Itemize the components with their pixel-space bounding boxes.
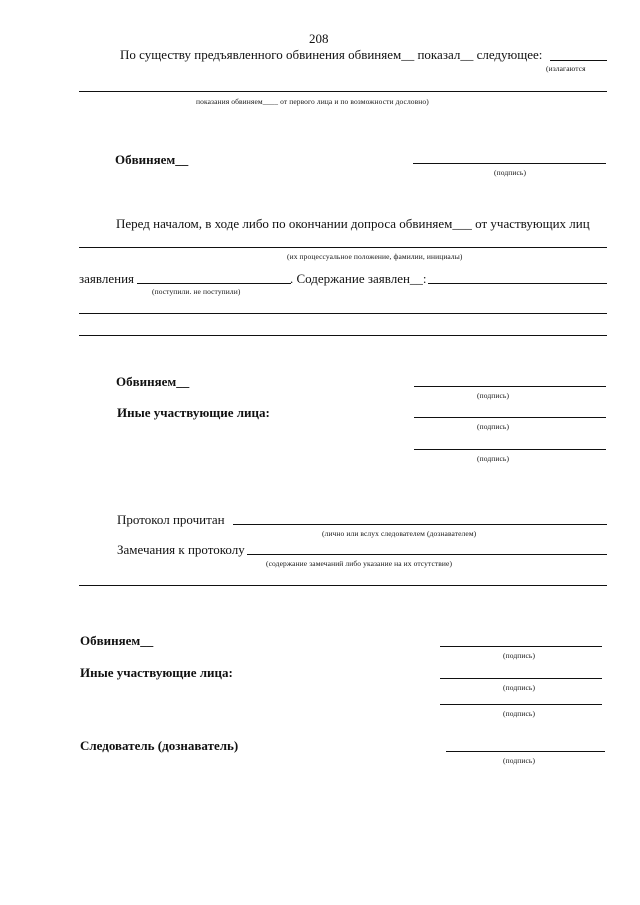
statement-content-label: . Содержание заявлен__:	[290, 271, 427, 286]
received-line	[137, 283, 291, 284]
signature-caption-2b: (подпись)	[477, 422, 510, 431]
other-participants-label-3: Иные участвующие лица:	[80, 665, 233, 680]
testimony-intro: По существу предъявленного обвинения обвиняем__ показал__ следующее:	[120, 47, 543, 62]
testimony-caption-line: показания обвиняем____ от первого лица и по возможности дословно)	[196, 97, 429, 106]
signature-line-3c	[440, 704, 602, 705]
persons-line	[79, 247, 607, 248]
statements-intro: Перед началом, в ходе либо по окончании допроса обвиняем___ от участвующих лиц	[116, 216, 590, 231]
remarks-caption: (содержание замечаний либо указание на их отсутствие)	[266, 559, 453, 568]
remarks-line-2	[79, 585, 607, 586]
signature-line-1	[413, 163, 606, 164]
investigator-label: Следователь (дознаватель)	[80, 738, 239, 753]
statements-label: заявления	[79, 271, 135, 286]
page-number: 208	[309, 31, 329, 46]
protocol-read-label: Протокол прочитан	[117, 512, 225, 527]
accused-label-2: Обвиняем__	[116, 374, 190, 389]
signature-caption-3d: (подпись)	[503, 756, 536, 765]
testimony-line-full	[79, 91, 607, 92]
remarks-label: Замечания к протоколу	[117, 542, 245, 557]
signature-caption-1: (подпись)	[494, 168, 527, 177]
statement-content-line	[428, 283, 607, 284]
signature-caption-2c: (подпись)	[477, 454, 510, 463]
other-participants-label-2: Иные участвующие лица:	[117, 405, 270, 420]
signature-line-3d	[446, 751, 605, 752]
signature-line-2c	[414, 449, 606, 450]
statement-line-2	[79, 313, 607, 314]
statement-line-3	[79, 335, 607, 336]
remarks-line	[247, 554, 607, 555]
signature-line-2b	[414, 417, 606, 418]
accused-label-3: Обвиняем__	[80, 633, 154, 648]
signature-line-3a	[440, 646, 602, 647]
testimony-caption-right: (излагаются	[546, 64, 586, 73]
signature-caption-3c: (подпись)	[503, 709, 536, 718]
signature-caption-3b: (подпись)	[503, 683, 536, 692]
protocol-read-line	[233, 524, 607, 525]
testimony-line-short	[550, 60, 607, 61]
accused-label-1: Обвиняем__	[115, 152, 189, 167]
signature-caption-3a: (подпись)	[503, 651, 536, 660]
signature-line-2a	[414, 386, 606, 387]
protocol-read-caption: (лично или вслух следователем (дознавателем)	[322, 529, 477, 538]
signature-caption-2a: (подпись)	[477, 391, 510, 400]
persons-caption: (их процессуальное положение, фамилии, инициалы)	[287, 252, 463, 261]
signature-line-3b	[440, 678, 602, 679]
received-caption: (поступили. не поступили)	[152, 287, 241, 296]
